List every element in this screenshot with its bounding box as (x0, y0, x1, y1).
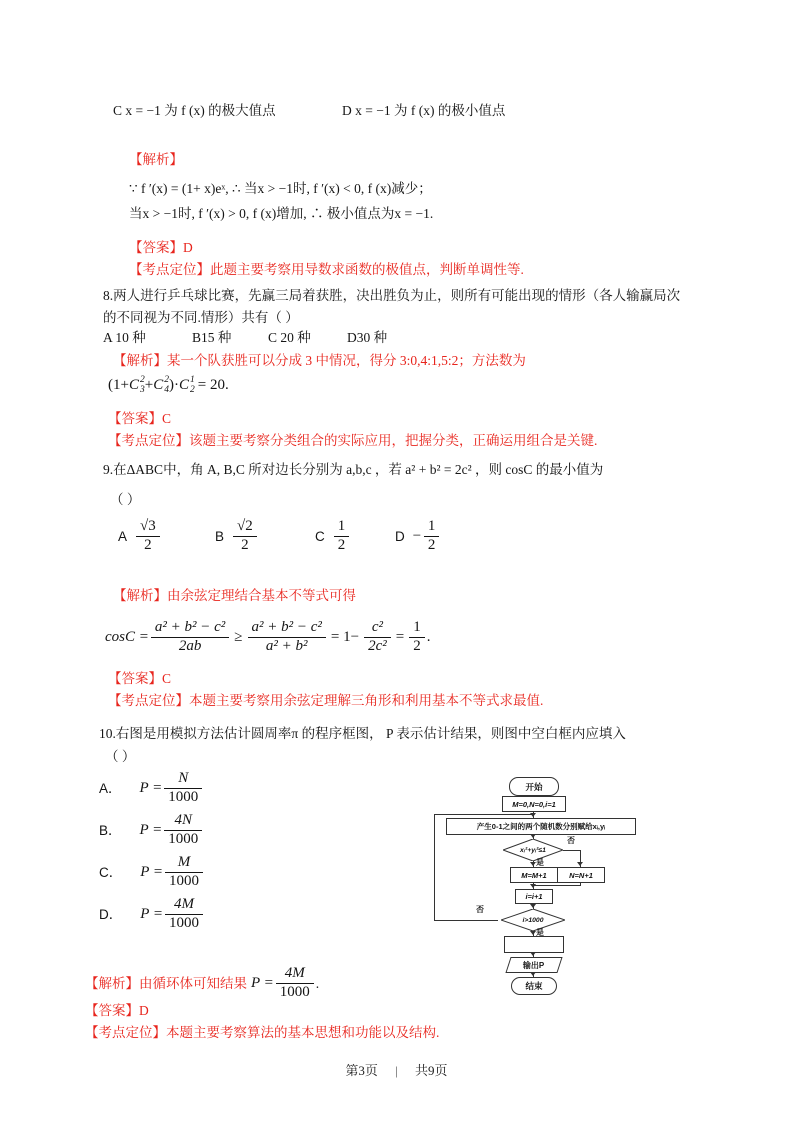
flow-no1-label: 否 (567, 836, 575, 845)
answer-label: 【答案】 (129, 240, 183, 255)
q9-formula: cosC = $\frac{\text{a² + b² − c²}}{2ab}$ ≥ $\frac{\text{a² + b² − c²}}{\text{a² + b²}}$ = 1− $\frac{\text{c²}}{\text{2c²}}$ = $\frac{1}{2}$ . (105, 618, 431, 654)
q9-option-c: C $\frac{1}{2}$ (315, 519, 351, 554)
q8-option-c: C 20 种 (268, 330, 311, 345)
flow-decision1-text: xᵢ²+yᵢ²≤1 (520, 846, 546, 854)
flow-start-node: 开始 (509, 777, 559, 796)
flow-branch-right-h (563, 850, 580, 851)
q8-formula (108, 375, 229, 396)
q8-stem: 8.两人进行乒乓球比赛，先赢三局着获胜，决出胜负为止，则所有可能出现的情形（各人输赢局次的不同视为不同.情形）共有（ ） (103, 288, 681, 325)
flow-loop-top-h (434, 814, 533, 815)
combination-c32: C 2 3 (128, 374, 145, 395)
arrow-down-icon (530, 904, 536, 908)
q8-option-a: A 10 种 (103, 330, 146, 345)
flow-no2-label: 否 (476, 905, 484, 914)
arrow-down-icon (530, 972, 536, 976)
q10-option-c: C． P = $\frac{M}{1000}$ (99, 852, 205, 892)
q8-jiexi: 【解析】某一个队获胜可以分成 3 中情况，得分 3:0,4:1,5:2；方法数为 (113, 353, 526, 368)
prev-jiexi-label: 【解析】 (129, 152, 183, 167)
flow-generate-node: 产生0-1之间的两个随机数分别赋给xᵢ,yᵢ (446, 818, 636, 835)
answer-label: 【答案】 (108, 411, 162, 426)
flow-loop-v (434, 814, 435, 920)
q8-options-row (103, 327, 387, 348)
q9-jiexi: 【解析】由余弦定理结合基本不等式可得 (113, 588, 356, 603)
q10-stem: 10.右图是用模拟方法估计圆周率π 的程序框图， P 表示估计结果，则图中空白框内应填入 (99, 726, 626, 741)
footer-separator: | (395, 1063, 398, 1078)
formula-part: (1+ (108, 377, 129, 393)
q9-stem: 9.在ΔABC中，角 A, B,C 所对边长分别为 a,b,c ，若 a² + b² = 2c² ，则 cosC 的最小值为 (103, 462, 604, 477)
flow-merge-h (533, 885, 581, 886)
q10-kaodian: 【考点定位】本题主要考察算法的基本思想和功能以及结构. (85, 1025, 440, 1040)
formula-part: )· (168, 377, 179, 393)
prev-kaodian: 【考点定位】此题主要考察用导数求函数的极值点，判断单调性等. (129, 262, 524, 277)
q9-kaodian: 【考点定位】本题主要考察用余弦定理解三角形和利用基本不等式求最值. (108, 693, 544, 708)
combination-c42: C 2 4 (153, 374, 169, 395)
footer-page-number: 第3页 (345, 1063, 378, 1078)
q9-option-b: B $\frac{√2}{2}$ (215, 519, 259, 554)
flow-i-step-node: i=i+1 (515, 889, 553, 904)
answer-value: C (162, 411, 172, 426)
q10-flowchart (420, 763, 680, 1003)
q8-option-b: B15 种 (192, 330, 232, 345)
q9-option-d: D − $\frac{1}{2}$ (395, 519, 441, 554)
flow-loop-bottom-h (434, 920, 498, 921)
answer-value: D (139, 1003, 149, 1018)
flow-n-step-node: N=N+1 (557, 867, 605, 883)
flow-yes1-label: 是 (536, 858, 544, 867)
q8-answer-line (108, 408, 171, 429)
formula-part: = 20. (197, 377, 229, 393)
flow-end-node: 结束 (511, 977, 557, 995)
footer-total-pages: 共9页 (415, 1063, 448, 1078)
flow-m-step-node: M=M+1 (510, 867, 558, 883)
arrow-down-icon (577, 862, 583, 866)
q10-answer-line (85, 1000, 149, 1021)
q10-option-d: D． P = $\frac{4M}{1000}$ (99, 894, 205, 934)
q10-option-a: A． P = $\frac{N}{1000}$ (99, 768, 204, 808)
q9-option-a: A $\frac{√3}{2}$ (118, 519, 162, 554)
arrow-down-icon (530, 884, 536, 888)
arrow-down-icon (530, 813, 536, 817)
q10-option-b: B． P = $\frac{4N}{1000}$ (99, 810, 204, 850)
answer-value: C (162, 671, 172, 686)
q10-paren: （ ） (105, 749, 136, 764)
answer-label: 【答案】 (85, 1003, 139, 1018)
q9-paren: （ ） (110, 492, 141, 507)
formula-part: + (144, 377, 154, 393)
q9-answer-line (108, 668, 171, 689)
flow-blank-node (504, 936, 564, 953)
q10-jiexi: 【解析】由循环体可知结果 (85, 975, 247, 991)
flow-yes2-label: 是 (536, 928, 544, 937)
answer-value: D (183, 240, 193, 255)
arrow-down-icon (530, 834, 536, 838)
flow-init-node: M=0,N=0,i=1 (502, 796, 566, 812)
q8-option-d: D30 种 (347, 330, 388, 345)
prev-option-d: D x = −1 为 f (x) 的极小值点 (342, 103, 506, 118)
prev-solution-line1: ∵ f ′(x) = (1+ x)eˣ, ∴ 当x > −1时, f ′(x) < 0, f (x)减少； (129, 181, 432, 196)
q9-options-row (0, 515, 793, 565)
combination-c21: C 1 2 (178, 374, 195, 395)
prev-solution-line2: 当x > −1时, f ′(x) > 0, f (x)增加, ∴ 极小值点为x = −1. (129, 206, 434, 221)
page-footer (0, 1060, 793, 1079)
prev-option-c: C x = −1 为 f (x) 的极大值点 (113, 103, 276, 118)
arrow-down-icon (530, 952, 536, 956)
answer-label: 【答案】 (108, 671, 162, 686)
q10-jiexi-line: 【解析】由循环体可知结果 P = $\frac{4M}{1000}$ . (85, 964, 320, 1000)
prev-answer-line (129, 237, 193, 258)
flow-decision2-text: i>1000 (522, 916, 544, 924)
q8-kaodian: 【考点定位】该题主要考察分类组合的实际应用，把握分类，正确运用组合是关键. (108, 433, 598, 448)
flow-output-node: 输出P (505, 957, 562, 973)
